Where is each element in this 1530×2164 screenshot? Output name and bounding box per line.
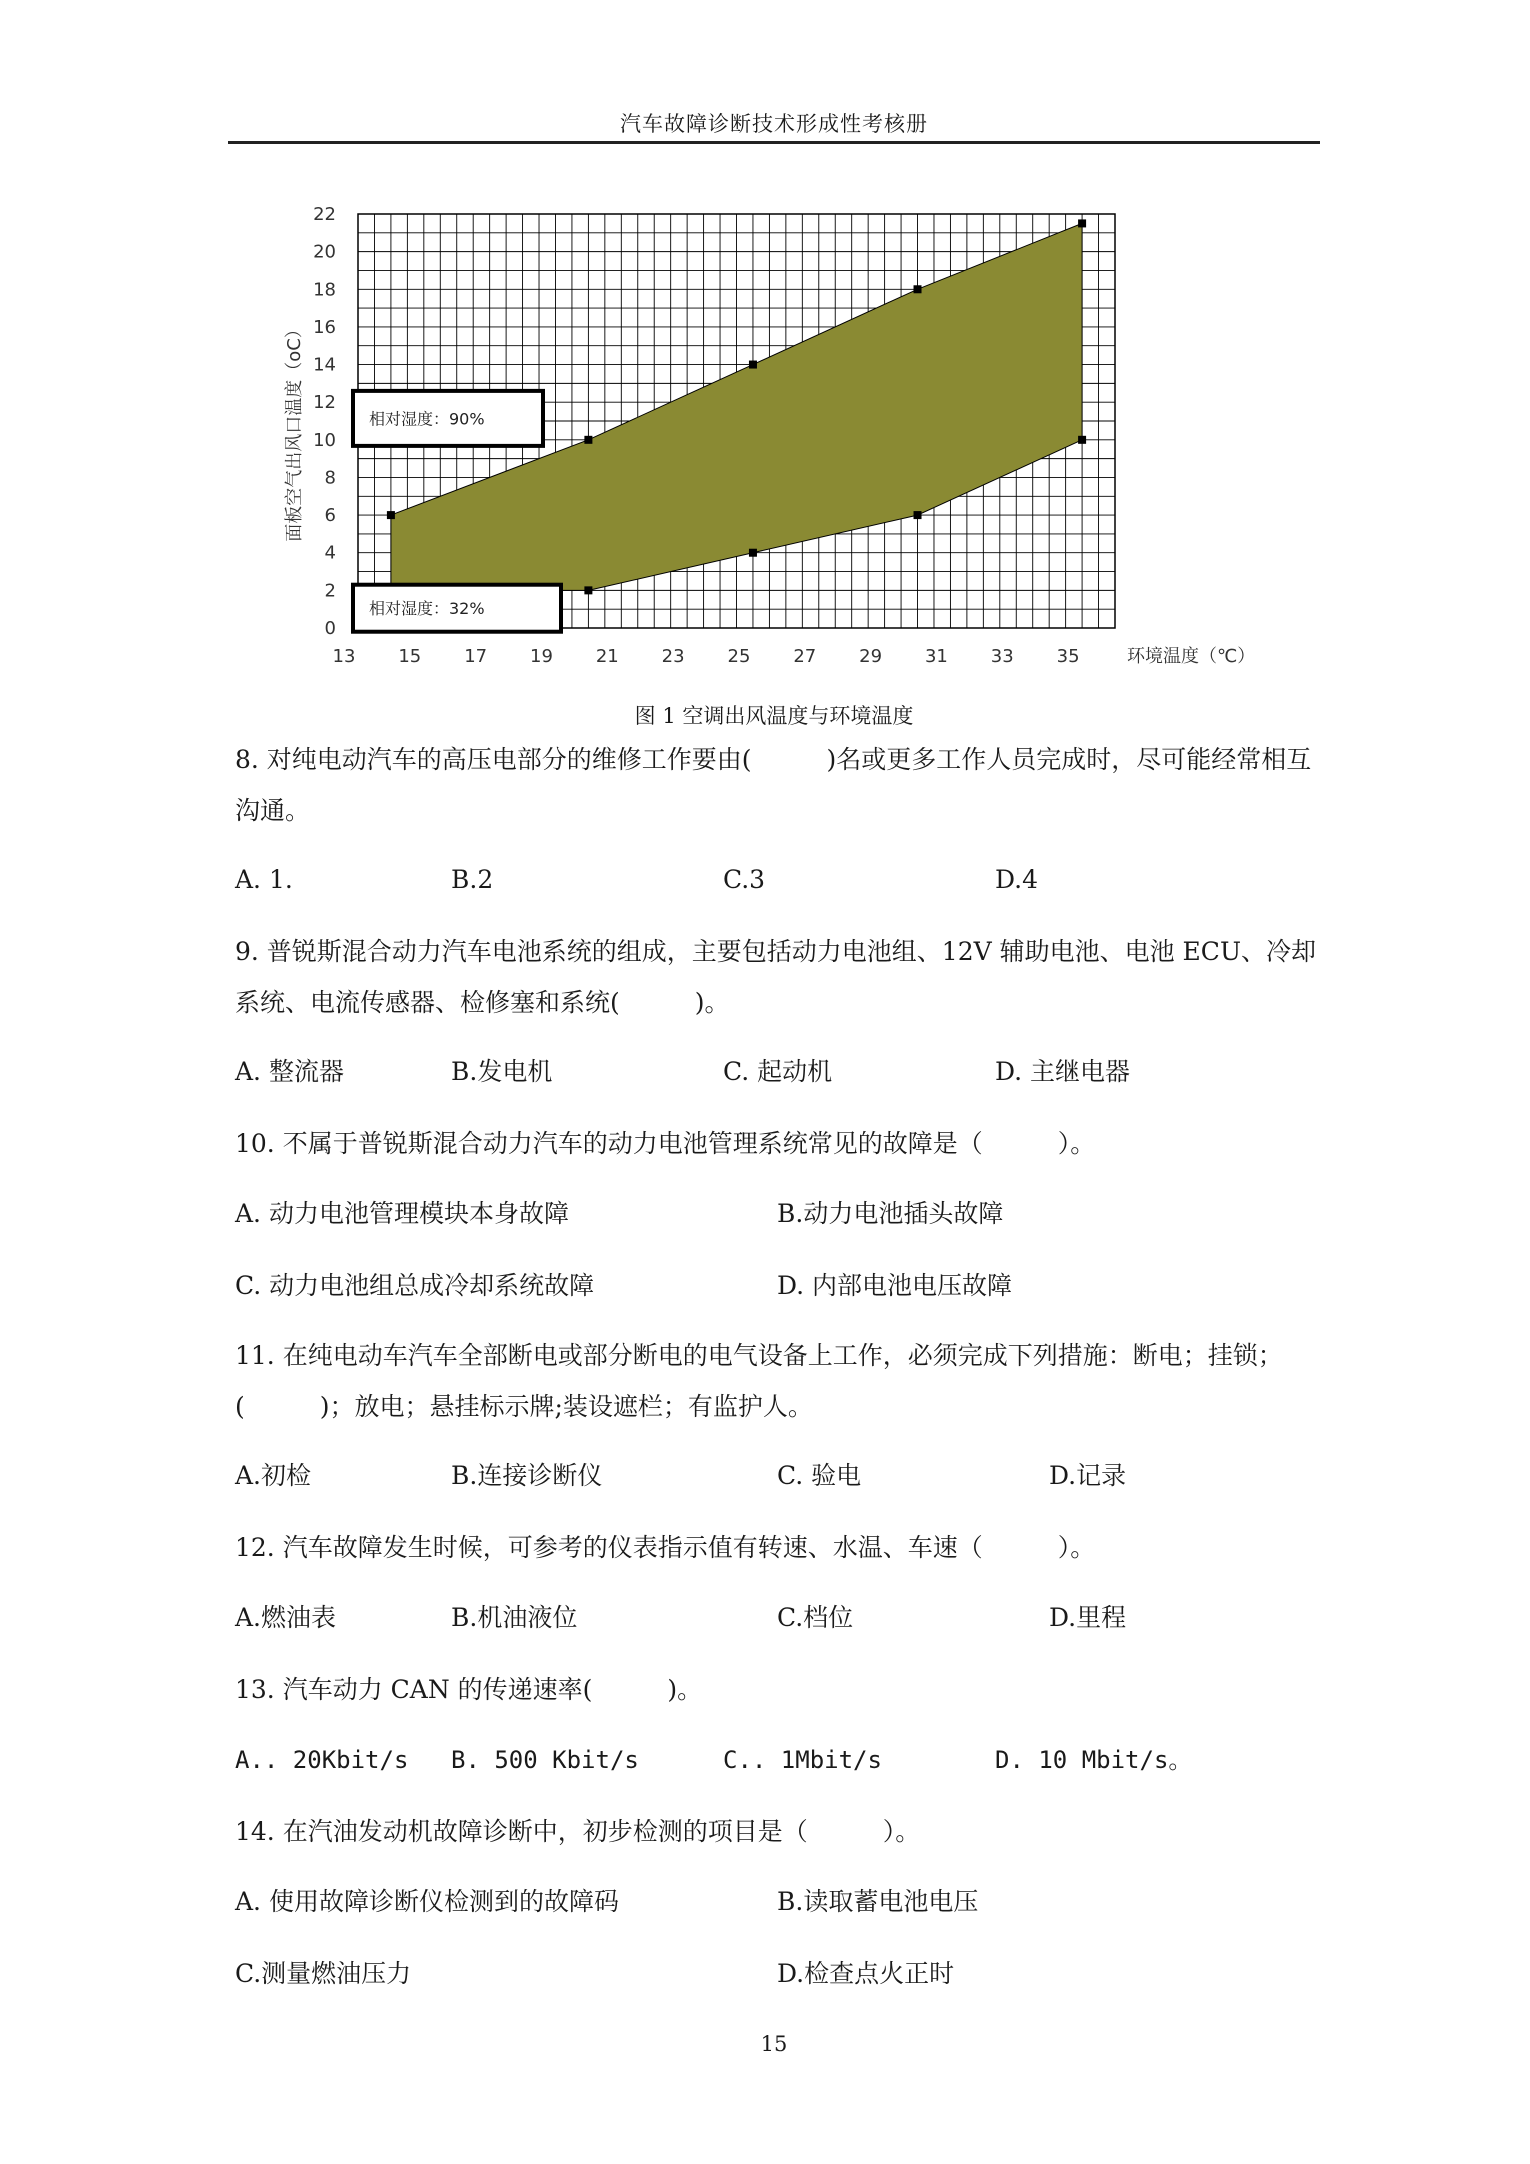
lower-point-25 (749, 549, 757, 557)
option-d: D. 10 Mbit/s。 (995, 1746, 1193, 1774)
figure-caption: 图 1 空调出风温度与环境温度 (634, 704, 914, 728)
option-a: A. 整流器 (235, 1057, 344, 1086)
option-b: B.连接诊断仪 (451, 1461, 603, 1490)
lower-point-30 (914, 511, 922, 519)
y-tick-label: 18 (313, 279, 336, 301)
x-tick-label: 23 (661, 646, 685, 667)
option-c: C.测量燃油压力 (235, 1959, 412, 1988)
question-14: 14. 在汽油发动机故障诊断中，初步检测的项目是（ ）。 (235, 1817, 921, 1846)
question-9-options (235, 1052, 1320, 1092)
y-tick-label: 8 (324, 467, 336, 489)
y-tick-label: 12 (313, 392, 336, 414)
option-d: D.4 (995, 865, 1039, 894)
x-tick-label: 17 (464, 646, 488, 667)
legend-humidity-32-label: 相对湿度：32% (369, 599, 485, 619)
y-tick-label: 2 (324, 580, 336, 602)
option-a: A. 使用故障诊断仪检测到的故障码 (235, 1887, 619, 1916)
option-c: C. 动力电池组总成冷却系统故障 (235, 1271, 595, 1300)
x-tick-label: 35 (1056, 646, 1080, 667)
upper-point-25 (749, 361, 757, 369)
lower-point-20 (584, 586, 592, 594)
question-9: 9. 普锐斯混合动力汽车电池系统的组成，主要包括动力电池组、12V 辅助电池、电池 ECU、冷却系统、电流传感器、检修塞和系统( )。 (235, 937, 1317, 1017)
option-a: A.燃油表 (235, 1603, 337, 1632)
y-tick-label: 10 (313, 429, 336, 451)
question-11-options (235, 1456, 1320, 1496)
option-a: A.初检 (235, 1461, 312, 1490)
option-d: D.记录 (1049, 1461, 1127, 1490)
upper-point-14 (387, 511, 395, 519)
x-tick-label: 33 (990, 646, 1014, 667)
option-c: C.. 1Mbit/s (723, 1746, 882, 1774)
upper-point-30 (914, 285, 922, 293)
x-tick-label: 19 (530, 646, 553, 667)
legend-humidity-90-label: 相对湿度：90% (369, 409, 485, 429)
upper-point-20 (584, 436, 592, 444)
x-tick-label: 29 (859, 646, 883, 667)
option-d: D.里程 (1049, 1603, 1127, 1632)
question-14-options-row2 (235, 1954, 1320, 1994)
option-a: A.. 20Kbit/s (235, 1746, 409, 1774)
y-tick-label: 6 (324, 505, 336, 527)
question-10-options-row1 (235, 1194, 1320, 1234)
option-d: D. 内部电池电压故障 (777, 1271, 1013, 1300)
x-tick-label: 15 (398, 646, 422, 667)
option-b: B. 500 Kbit/s (451, 1746, 639, 1774)
option-b: B.读取蓄电池电压 (777, 1887, 979, 1916)
x-tick-label: 25 (727, 646, 751, 667)
option-c: C.3 (723, 865, 766, 894)
question-10-options-row2 (235, 1266, 1320, 1306)
x-tick-label: 13 (332, 646, 356, 667)
question-8: 8. 对纯电动汽车的高压电部分的维修工作要由( )名或更多工作人员完成时，尽可能经常相互沟通。 (235, 745, 1312, 825)
question-12: 12. 汽车故障发生时候，可参考的仪表指示值有转速、水温、车速（ ）。 (235, 1533, 1096, 1562)
x-axis-label: 环境温度（℃） (1127, 646, 1256, 667)
y-tick-label: 16 (313, 316, 336, 338)
option-b: B.机油液位 (451, 1603, 578, 1632)
question-8-options (235, 860, 1320, 900)
option-b: B.动力电池插头故障 (777, 1199, 1004, 1228)
y-tick-label: 0 (324, 618, 336, 639)
option-a: A. 动力电池管理模块本身故障 (235, 1199, 569, 1228)
x-tick-label: 31 (924, 646, 948, 667)
option-b: B.发电机 (451, 1057, 553, 1086)
question-12-options (235, 1598, 1320, 1638)
temperature-chart (270, 198, 1260, 678)
question-13: 13. 汽车动力 CAN 的传递速率( )。 (235, 1675, 703, 1704)
option-b: B.2 (451, 865, 494, 894)
y-tick-label: 14 (313, 354, 336, 376)
upper-point-35 (1078, 219, 1086, 227)
option-c: C.档位 (777, 1603, 854, 1632)
x-tick-label: 21 (595, 646, 619, 667)
question-14-options-row1 (235, 1882, 1320, 1922)
y-tick-label: 22 (313, 204, 336, 225)
option-d: D. 主继电器 (995, 1057, 1131, 1086)
question-10: 10. 不属于普锐斯混合动力汽车的动力电池管理系统常见的故障是（ ）。 (235, 1129, 1096, 1158)
header-rule (228, 141, 1320, 144)
y-tick-label: 20 (313, 241, 336, 263)
option-d: D.检查点火正时 (777, 1959, 955, 1988)
y-tick-label: 4 (324, 542, 336, 564)
y-axis-label: 面板空气出风口温度（oC） (284, 320, 305, 542)
x-tick-label: 27 (793, 646, 817, 667)
question-13-options (235, 1740, 1320, 1780)
page-number: 15 (760, 2032, 788, 2056)
question-11: 11. 在纯电动车汽车全部断电或部分断电的电气设备上工作，必须完成下列措施：断电；挂锁；( )；放电；悬挂标示牌;装设遮栏；有监护人。 (235, 1341, 1283, 1421)
running-header: 汽车故障诊断技术形成性考核册 (620, 112, 928, 136)
option-a: A. 1. (235, 865, 293, 894)
option-c: C. 起动机 (723, 1057, 833, 1086)
lower-point-35 (1078, 436, 1086, 444)
option-c: C. 验电 (777, 1461, 862, 1490)
